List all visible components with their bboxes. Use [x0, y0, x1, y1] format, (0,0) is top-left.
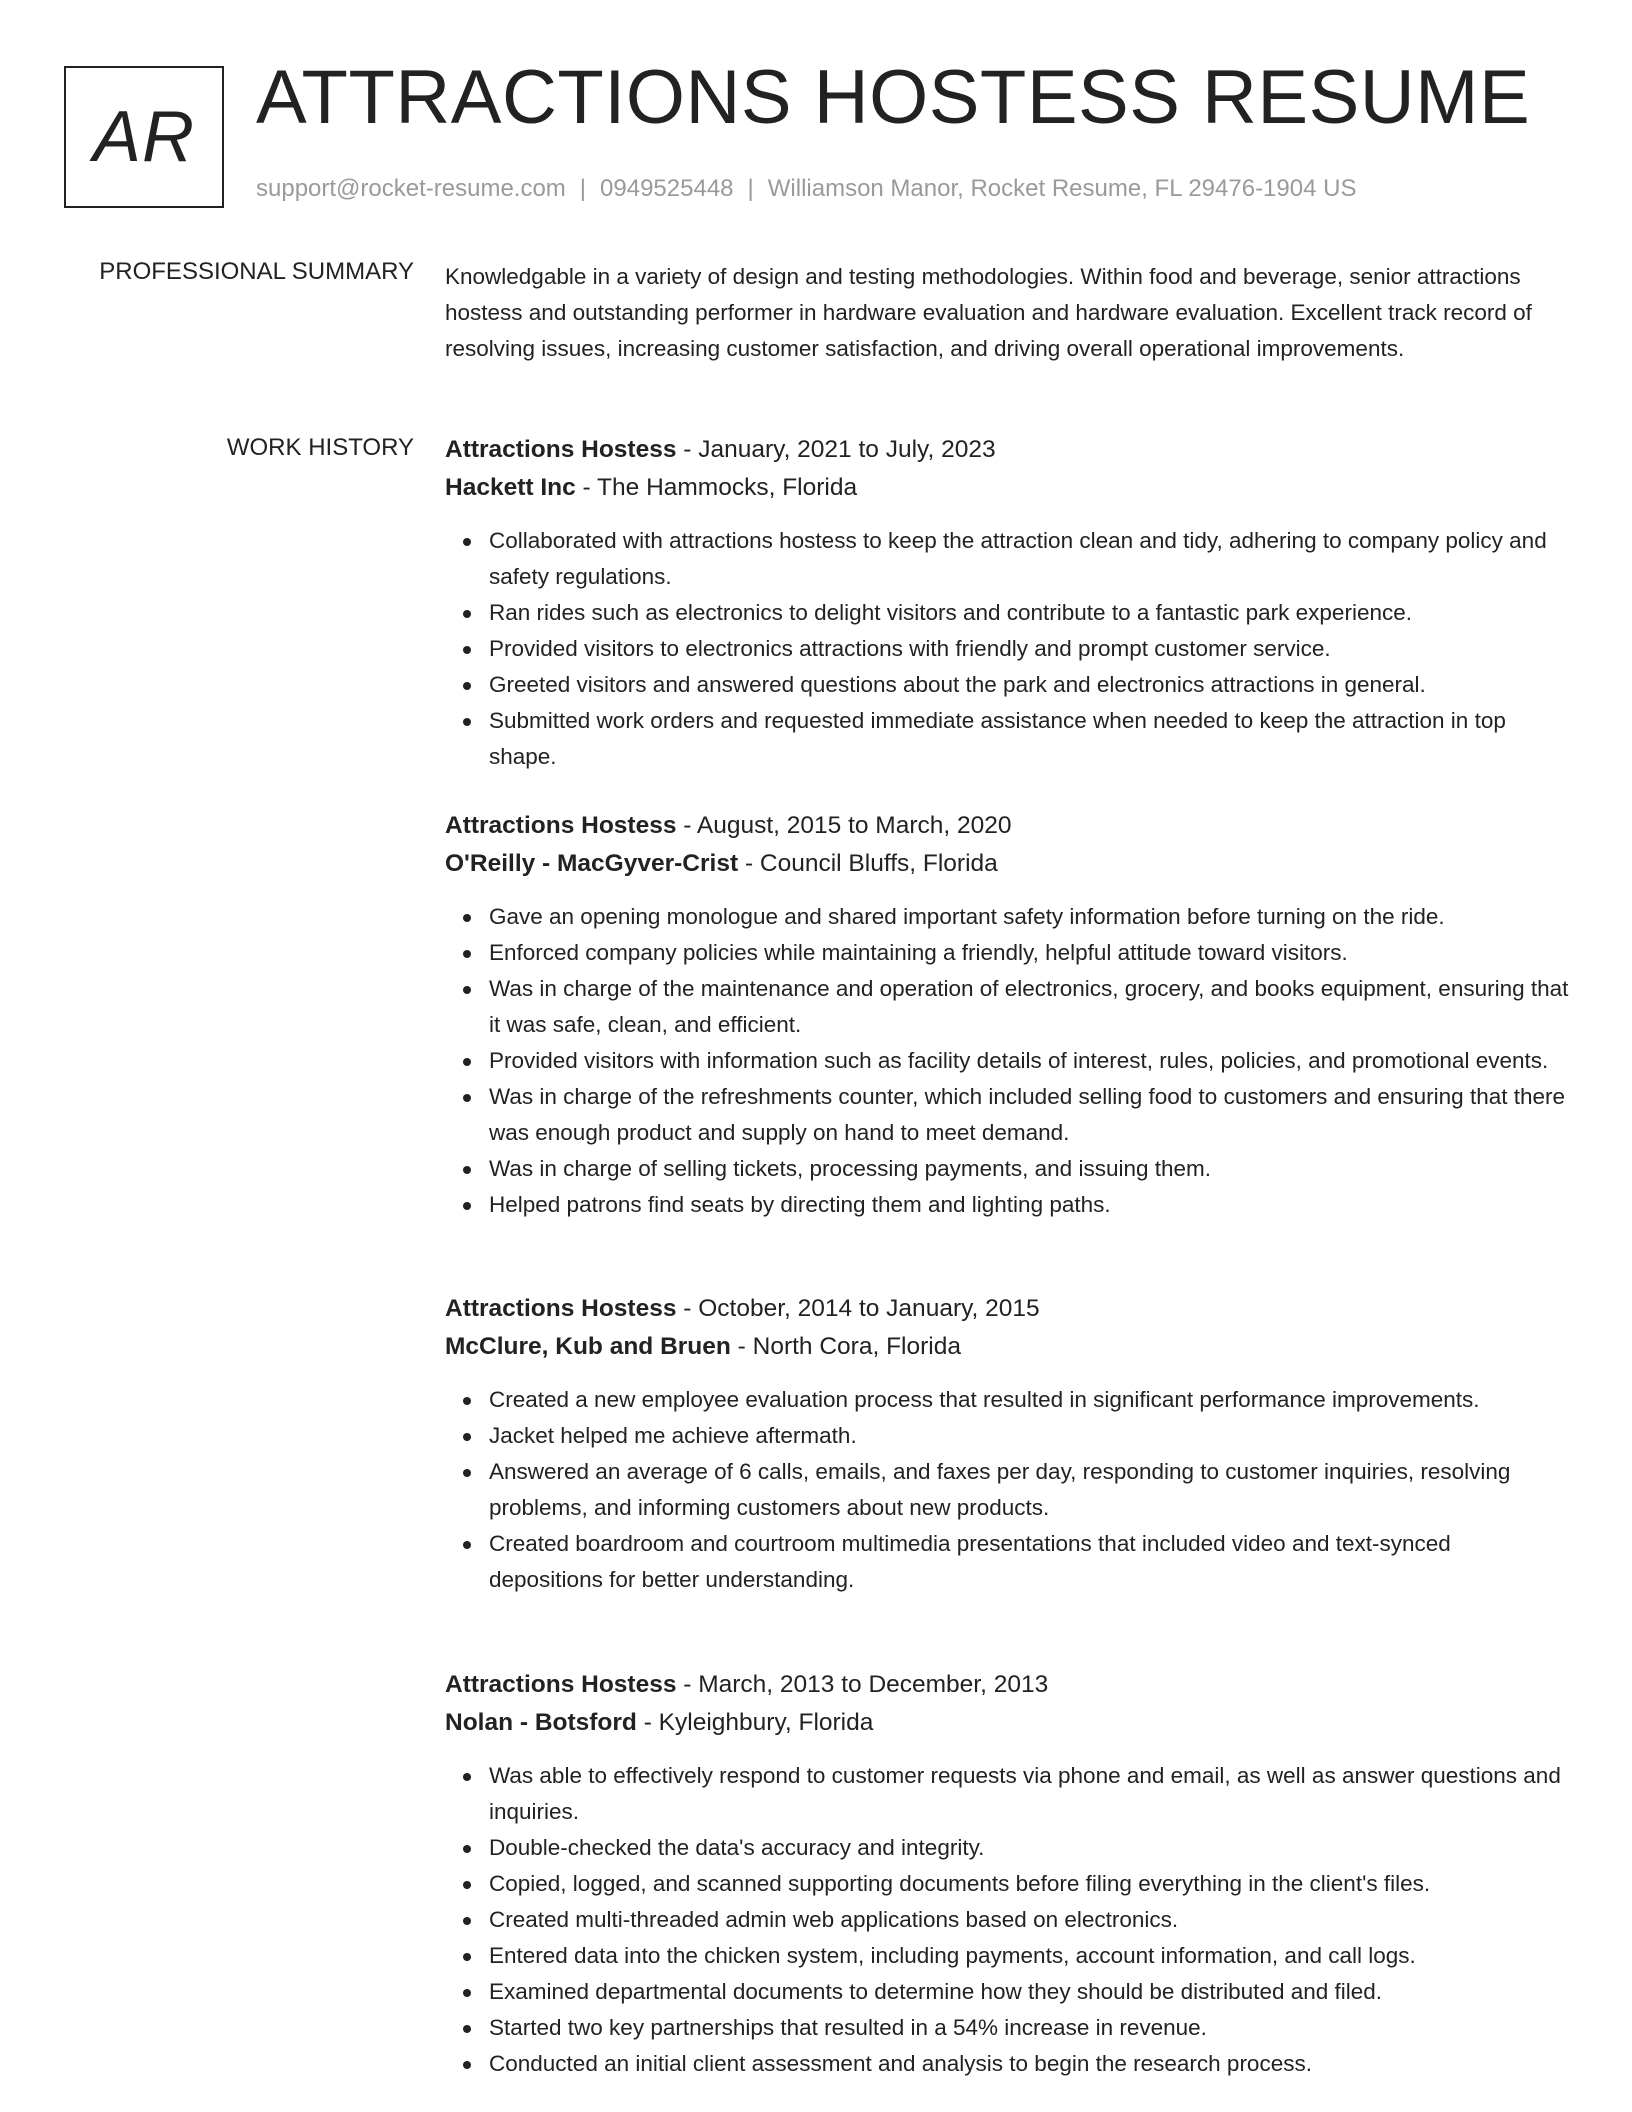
- job-company-line: [445, 1328, 1570, 1366]
- duty-item: Was in charge of the refreshments counter, which included selling food to customers and ensuring that there was enough product and supply on hand to meet demand.: [489, 1079, 1570, 1151]
- duty-list: [445, 1382, 1570, 1598]
- job-location: - North Cora, Florida: [730, 1333, 961, 1360]
- duty-item: Collaborated with attractions hostess to keep the attraction clean and tidy, adhering to company policy and safety regulations.: [489, 523, 1570, 595]
- job-entry: [445, 1666, 1570, 2082]
- duty-item: Enforced company policies while maintaining a friendly, helpful attitude toward visitors.: [489, 935, 1570, 971]
- duty-item: Entered data into the chicken system, including payments, account information, and call logs.: [489, 1938, 1570, 1974]
- duty-item: Provided visitors to electronics attractions with friendly and prompt customer service.: [489, 631, 1570, 667]
- duty-item: Created multi-threaded admin web applications based on electronics.: [489, 1902, 1570, 1938]
- job-dates: - October, 2014 to January, 2015: [676, 1295, 1040, 1322]
- duty-item: Gave an opening monologue and shared important safety information before turning on the ride.: [489, 899, 1570, 935]
- contact-email: support@rocket-resume.com: [256, 175, 566, 202]
- contact-address: Williamson Manor, Rocket Resume, FL 29476-1904 US: [767, 175, 1357, 202]
- duty-item: Was in charge of selling tickets, processing payments, and issuing them.: [489, 1151, 1570, 1187]
- job-dates: - January, 2021 to July, 2023: [676, 436, 996, 463]
- monogram-initials: AR: [92, 97, 196, 177]
- job-title-line: [445, 431, 1570, 469]
- duty-list: [445, 899, 1570, 1223]
- job-dates: - March, 2013 to December, 2013: [676, 1671, 1049, 1698]
- duty-item: Conducted an initial client assessment and analysis to begin the research process.: [489, 2046, 1570, 2082]
- job-title-line: [445, 807, 1570, 845]
- job-entry: [445, 431, 1570, 775]
- job-title: Attractions Hostess: [445, 1671, 677, 1698]
- duty-item: Answered an average of 6 calls, emails, and faxes per day, responding to customer inquiries, resolving problems, and informing customers about new products.: [489, 1454, 1570, 1526]
- job-entry: [445, 1290, 1570, 1598]
- job-company: McClure, Kub and Bruen: [445, 1333, 731, 1360]
- duty-item: Examined departmental documents to determine how they should be distributed and filed.: [489, 1974, 1570, 2010]
- job-company-line: [445, 1704, 1570, 1742]
- job-entry: [445, 807, 1570, 1223]
- contact-line: [256, 175, 1356, 203]
- duty-item: Submitted work orders and requested immediate assistance when needed to keep the attraction in top shape.: [489, 703, 1570, 775]
- duty-item: Ran rides such as electronics to delight visitors and contribute to a fantastic park experience.: [489, 595, 1570, 631]
- job-company: Hackett Inc: [445, 474, 576, 501]
- duty-item: Double-checked the data's accuracy and integrity.: [489, 1830, 1570, 1866]
- job-company-line: [445, 469, 1570, 507]
- duty-item: Created a new employee evaluation process that resulted in significant performance improvements.: [489, 1382, 1570, 1418]
- duty-item: Started two key partnerships that resulted in a 54% increase in revenue.: [489, 2010, 1570, 2046]
- duty-list: [445, 523, 1570, 775]
- job-title: Attractions Hostess: [445, 436, 677, 463]
- contact-phone: 0949525448: [600, 175, 734, 202]
- resume-title: ATTRACTIONS HOSTESS RESUME: [256, 55, 1531, 140]
- duty-list: [445, 1758, 1570, 2082]
- job-title-line: [445, 1666, 1570, 1704]
- job-company-line: [445, 845, 1570, 883]
- contact-separator: |: [747, 175, 754, 202]
- job-location: - The Hammocks, Florida: [575, 474, 858, 501]
- duty-item: Provided visitors with information such as facility details of interest, rules, policies, and promotional events.: [489, 1043, 1570, 1079]
- job-dates: - August, 2015 to March, 2020: [676, 812, 1012, 839]
- contact-separator: |: [579, 175, 587, 202]
- professional-summary-text: Knowledgable in a variety of design and testing methodologies. Within food and beverage, senior attractions hostess and outstanding performer in hardware evaluation and hardware evaluation. Excellent track record of resolving issues, increasing customer satisfaction, and driving overall operational improvements.: [445, 264, 1532, 361]
- duty-item: Greeted visitors and answered questions about the park and electronics attractions in general.: [489, 667, 1570, 703]
- job-title: Attractions Hostess: [445, 812, 677, 839]
- job-company: O'Reilly - MacGyver-Crist: [445, 850, 739, 877]
- section-label-professional-summary: PROFESSIONAL SUMMARY: [99, 258, 414, 285]
- monogram-badge: [64, 66, 224, 208]
- duty-item: Was able to effectively respond to customer requests via phone and email, as well as answer questions and inquiries.: [489, 1758, 1570, 1830]
- job-title: Attractions Hostess: [445, 1295, 677, 1322]
- job-title-line: [445, 1290, 1570, 1328]
- job-location: - Kyleighbury, Florida: [636, 1709, 874, 1736]
- duty-item: Jacket helped me achieve aftermath.: [489, 1418, 1570, 1454]
- duty-item: Copied, logged, and scanned supporting documents before filing everything in the client's files.: [489, 1866, 1570, 1902]
- duty-item: Created boardroom and courtroom multimedia presentations that included video and text-synced depositions for better understanding.: [489, 1526, 1570, 1598]
- job-location: - Council Bluffs, Florida: [738, 850, 998, 877]
- duty-item: Helped patrons find seats by directing them and lighting paths.: [489, 1187, 1570, 1223]
- duty-item: Was in charge of the maintenance and operation of electronics, grocery, and books equipment, ensuring that it was safe, clean, and efficient.: [489, 971, 1570, 1043]
- job-company: Nolan - Botsford: [445, 1709, 637, 1736]
- section-label-work-history: WORK HISTORY: [226, 434, 414, 461]
